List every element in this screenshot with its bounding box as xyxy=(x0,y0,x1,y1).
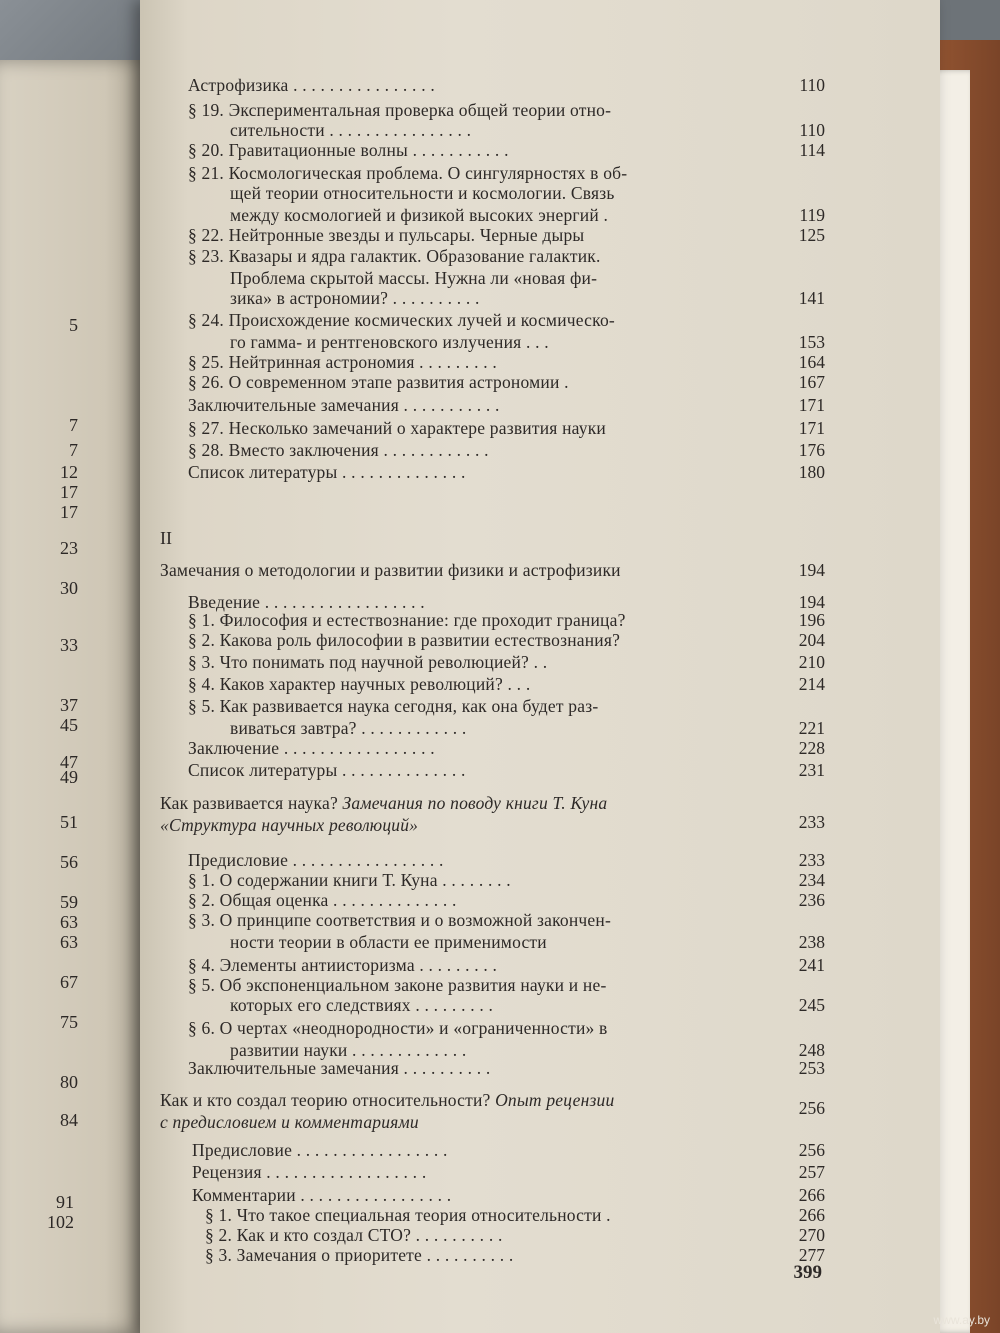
toc-entry-text: развитии науки . . . . . . . . . . . . . xyxy=(230,1040,467,1060)
toc-entry-text: Введение . . . . . . . . . . . . . . . . . . xyxy=(188,592,425,612)
left-page-number: 63 xyxy=(60,932,78,952)
toc-entry-text: ности теории в области ее применимости xyxy=(230,932,547,952)
toc-entry-text: § 2. Какова роль философии в развитии естествознания? xyxy=(188,630,621,650)
toc-page-number: 257 xyxy=(798,1162,825,1182)
toc-entry-text: § 4. Элементы антиисторизма . . . . . . . . . xyxy=(188,955,498,975)
toc-page-number: 256 xyxy=(798,1098,825,1118)
toc-page-number: 110 xyxy=(799,120,825,140)
toc-page-number: 253 xyxy=(798,1058,825,1078)
left-page-number: 5 xyxy=(69,315,78,335)
toc-page-number: 210 xyxy=(798,652,825,672)
toc-entry-text: Список литературы . . . . . . . . . . . . . . xyxy=(188,462,466,482)
kuhn-title: Как развивается наука? xyxy=(160,793,343,813)
toc-entry-text: § 3. Замечания о приоритете . . . . . . . . . . xyxy=(205,1245,514,1265)
left-page-number: 67 xyxy=(60,972,78,992)
toc-entry-text: виваться завтра? . . . . . . . . . . . . xyxy=(230,718,467,738)
toc-entry-text: сительности . . . . . . . . . . . . . . . . xyxy=(230,120,472,140)
toc-entry-text: Предисловие . . . . . . . . . . . . . . . . . xyxy=(188,850,444,870)
toc-entry-text: § 4. Каков характер научных революций? . . . xyxy=(188,674,531,694)
toc-page-number: 245 xyxy=(798,995,825,1015)
toc-page-number: 171 xyxy=(798,395,825,415)
toc-page-number: 214 xyxy=(798,674,825,694)
toc-page-number: 248 xyxy=(798,1040,825,1060)
toc-entry-text: § 21. Космологическая проблема. О сингулярностях в об- xyxy=(188,163,628,183)
toc-entry-text: § 25. Нейтринная астрономия . . . . . . . . . xyxy=(188,352,497,372)
toc-entry-text: Список литературы . . . . . . . . . . . . . . xyxy=(188,760,466,780)
toc-entry-text: § 3. Что понимать под научной революцией? . . xyxy=(188,652,548,672)
toc-page-number: 241 xyxy=(798,955,825,975)
section-numeral: II xyxy=(160,528,172,548)
left-page-number: 17 xyxy=(60,502,78,522)
toc-entry-text: § 3. О принципе соответствия и о возможной закончен- xyxy=(188,910,611,930)
toc-page-number: 194 xyxy=(798,592,825,612)
toc-page-number: 270 xyxy=(798,1225,825,1245)
toc-page-number: 141 xyxy=(798,288,825,308)
toc-entry-text: § 19. Экспериментальная проверка общей теории отно- xyxy=(188,100,612,120)
toc-page-number: 236 xyxy=(798,890,825,910)
relativity-subtitle: Опыт рецензии xyxy=(495,1090,615,1110)
toc-entry-text: Заключительные замечания . . . . . . . . . . xyxy=(188,1058,491,1078)
page-folio: 399 xyxy=(793,1262,822,1283)
toc-page-number: 171 xyxy=(798,418,825,438)
left-page-number: 17 xyxy=(60,482,78,502)
toc-page-number: 176 xyxy=(798,440,825,460)
toc-page-number: 231 xyxy=(798,760,825,780)
toc-entry-text: § 1. Что такое специальная теория относительности . xyxy=(205,1205,611,1225)
left-page-number: 47 xyxy=(60,752,78,772)
left-page-number: 51 xyxy=(60,812,78,832)
toc-page-number: 266 xyxy=(798,1205,825,1225)
toc-page-number: 119 xyxy=(799,205,825,225)
kuhn-heading xyxy=(160,793,607,813)
toc-entry-text: Проблема скрытой массы. Нужна ли «новая фи- xyxy=(230,268,598,288)
toc-page-number: 234 xyxy=(798,870,825,890)
left-page-number: 59 xyxy=(60,892,78,912)
toc-page-number: 266 xyxy=(798,1185,825,1205)
toc-page-number: 233 xyxy=(798,812,825,832)
toc-entry-text: Замечания о методологии и развитии физики и астрофизики xyxy=(160,560,621,580)
toc-entry-text: § 23. Квазары и ядра галактик. Образование галактик. xyxy=(188,246,601,266)
left-page-number: 45 xyxy=(60,715,78,735)
toc-page-number: 277 xyxy=(798,1245,825,1265)
kuhn-subtitle: Замечания по поводу книги Т. Куна xyxy=(342,793,608,813)
toc-entry-text: Заключительные замечания . . . . . . . . . . . xyxy=(188,395,500,415)
toc-entry-text: § 2. Общая оценка . . . . . . . . . . . . . . xyxy=(188,890,457,910)
toc-entry-text: го гамма- и рентгеновского излучения . . . xyxy=(230,332,549,352)
left-page-number: 80 xyxy=(60,1072,78,1092)
toc-page-number: 228 xyxy=(798,738,825,758)
toc-page-number: 194 xyxy=(798,560,825,580)
toc-entry-text: Рецензия . . . . . . . . . . . . . . . . . . xyxy=(192,1162,427,1182)
toc-entry-text: § 5. Об экспоненциальном законе развития науки и не- xyxy=(188,975,607,995)
relativity-heading xyxy=(160,1090,614,1110)
toc-entry-text: зика» в астрономии? . . . . . . . . . . xyxy=(230,288,480,308)
left-page-number: 75 xyxy=(60,1012,78,1032)
toc-entry-text: щей теории относительности и космологии. Связь xyxy=(230,183,615,203)
toc-page-number: 114 xyxy=(799,140,825,160)
toc-entry-text: которых его следствиях . . . . . . . . . xyxy=(230,995,494,1015)
toc-page-number: 256 xyxy=(798,1140,825,1160)
toc-entry-text: Предисловие . . . . . . . . . . . . . . . . . xyxy=(192,1140,448,1160)
toc-page-number: 125 xyxy=(798,225,825,245)
relativity-title: Как и кто создал теорию относительности? xyxy=(160,1090,496,1110)
left-page-number: 91 xyxy=(56,1192,74,1212)
toc-entry-text: § 5. Как развивается наука сегодня, как она будет раз- xyxy=(188,696,599,716)
toc-entry-text: § 26. О современном этапе развития астрономии . xyxy=(188,372,569,392)
toc-entry-text: Комментарии . . . . . . . . . . . . . . . . . xyxy=(192,1185,452,1205)
toc-entry-text: § 27. Несколько замечаний о характере развития науки xyxy=(188,418,606,438)
toc-page-number: 110 xyxy=(799,75,825,95)
left-page-number: 37 xyxy=(60,695,78,715)
toc-page-number: 204 xyxy=(798,630,825,650)
left-page-number: 56 xyxy=(60,852,78,872)
left-page-number: 102 xyxy=(47,1212,74,1232)
left-page-number: 63 xyxy=(60,912,78,932)
toc-entry-text: § 6. О чертах «неоднородности» и «ограниченности» в xyxy=(188,1018,608,1038)
left-page-number: 30 xyxy=(60,578,78,598)
left-page-number: 12 xyxy=(60,462,78,482)
toc-entry-text: § 24. Происхождение космических лучей и космическо- xyxy=(188,310,615,330)
toc-entry-text: § 22. Нейтронные звезды и пульсары. Черные дыры xyxy=(188,225,585,245)
toc-page-number: 153 xyxy=(798,332,825,352)
left-page-number: 84 xyxy=(60,1110,78,1130)
watermark: www.ay.by xyxy=(933,1313,990,1327)
left-page-number: 7 xyxy=(69,440,78,460)
toc-entry-text: § 28. Вместо заключения . . . . . . . . . . . . xyxy=(188,440,489,460)
left-page-number: 23 xyxy=(60,538,78,558)
toc-entry-text: § 1. Философия и естествознание: где проходит граница? xyxy=(188,610,626,630)
toc-entry-text: § 2. Как и кто создал СТО? . . . . . . . . . . xyxy=(205,1225,503,1245)
toc-page-number: 180 xyxy=(798,462,825,482)
toc-entry-text: Астрофизика . . . . . . . . . . . . . . . . xyxy=(188,75,435,95)
kuhn-subtitle-line2: «Структура научных революций» xyxy=(160,815,419,835)
toc-page-number: 233 xyxy=(798,850,825,870)
left-page-number: 7 xyxy=(69,415,78,435)
left-page-number: 49 xyxy=(60,767,78,787)
toc-page-number: 164 xyxy=(798,352,825,372)
toc-page-number: 238 xyxy=(798,932,825,952)
toc-entry-text: § 1. О содержании книги Т. Куна . . . . . . . . xyxy=(188,870,511,890)
toc-entry-text: § 20. Гравитационные волны . . . . . . . . . . . xyxy=(188,140,509,160)
toc-page-number: 167 xyxy=(798,372,825,392)
toc-entry-text: Заключение . . . . . . . . . . . . . . . . . xyxy=(188,738,435,758)
toc-page-number: 221 xyxy=(798,718,825,738)
left-page-number: 33 xyxy=(60,635,78,655)
toc-entry-text: между космологией и физикой высоких энергий . xyxy=(230,205,609,225)
toc-page-number: 196 xyxy=(798,610,825,630)
relativity-subtitle-line2: с предисловием и комментариями xyxy=(160,1112,419,1132)
